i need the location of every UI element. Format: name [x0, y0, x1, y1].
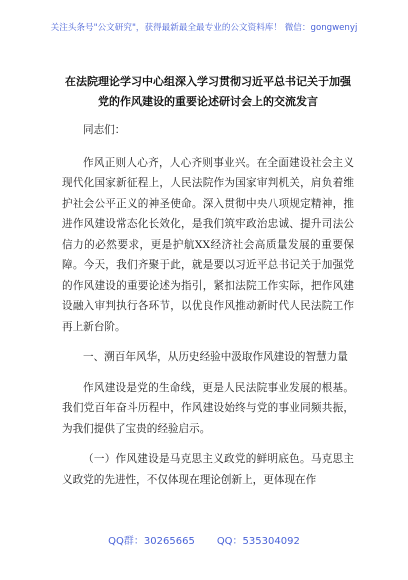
- header-banner: 关注头条号"公文研究"，获得最新最全最专业的公文资料库！ 微信：gongwenyj: [50, 23, 358, 33]
- document-body: [62, 120, 354, 500]
- document-title: 在法院理论学习中心组深入学习贯彻习近平总书记关于加强党的作风建设的重要论述研讨会上的交流发言: [65, 75, 351, 108]
- intro-paragraph: 作风正则人心齐，人心齐则事业兴。在全面建设社会主义现代化国家新征程上，人民法院作为国家审判机关，肩负着维护社会公平正义的神圣使命。深入贯彻中央八项规定精神，推进作风建设常态化长效化，是我们筑牢政治忠诚、提升司法公信力的必然要求，更是护航XX经济社会高质量发展的重要保障。今天，我们齐聚于此，就是要以习近平总书记关于加强党的作风建设的重要论述为指引，紧扣法院工作实际，把作风建设融入审判执行各环节，以优良作风推动新时代人民法院工作再上新台阶。: [62, 156, 354, 333]
- section-heading-1: 一、溯百年风华，从历史经验中汲取作风建设的智慧力量: [83, 351, 348, 363]
- subsection-1-paragraph: （一）作风建设是马克思主义政党的鲜明底色。马克思主义政党的先进性，不仅体现在理论创新上，更体现在作: [62, 453, 354, 486]
- footer-qq-group: QQ群：30265665: [108, 536, 195, 547]
- section-1-paragraph: 作风建设是党的生命线，更是人民法院事业发展的根基。我们党百年奋斗历程中，作风建设始终与党的事业同频共振，为我们提供了宝贵的经验启示。: [62, 381, 354, 435]
- salutation: 同志们：: [83, 124, 126, 136]
- footer-qq: QQ：535304092: [216, 536, 300, 547]
- footer-contact: [0, 536, 408, 548]
